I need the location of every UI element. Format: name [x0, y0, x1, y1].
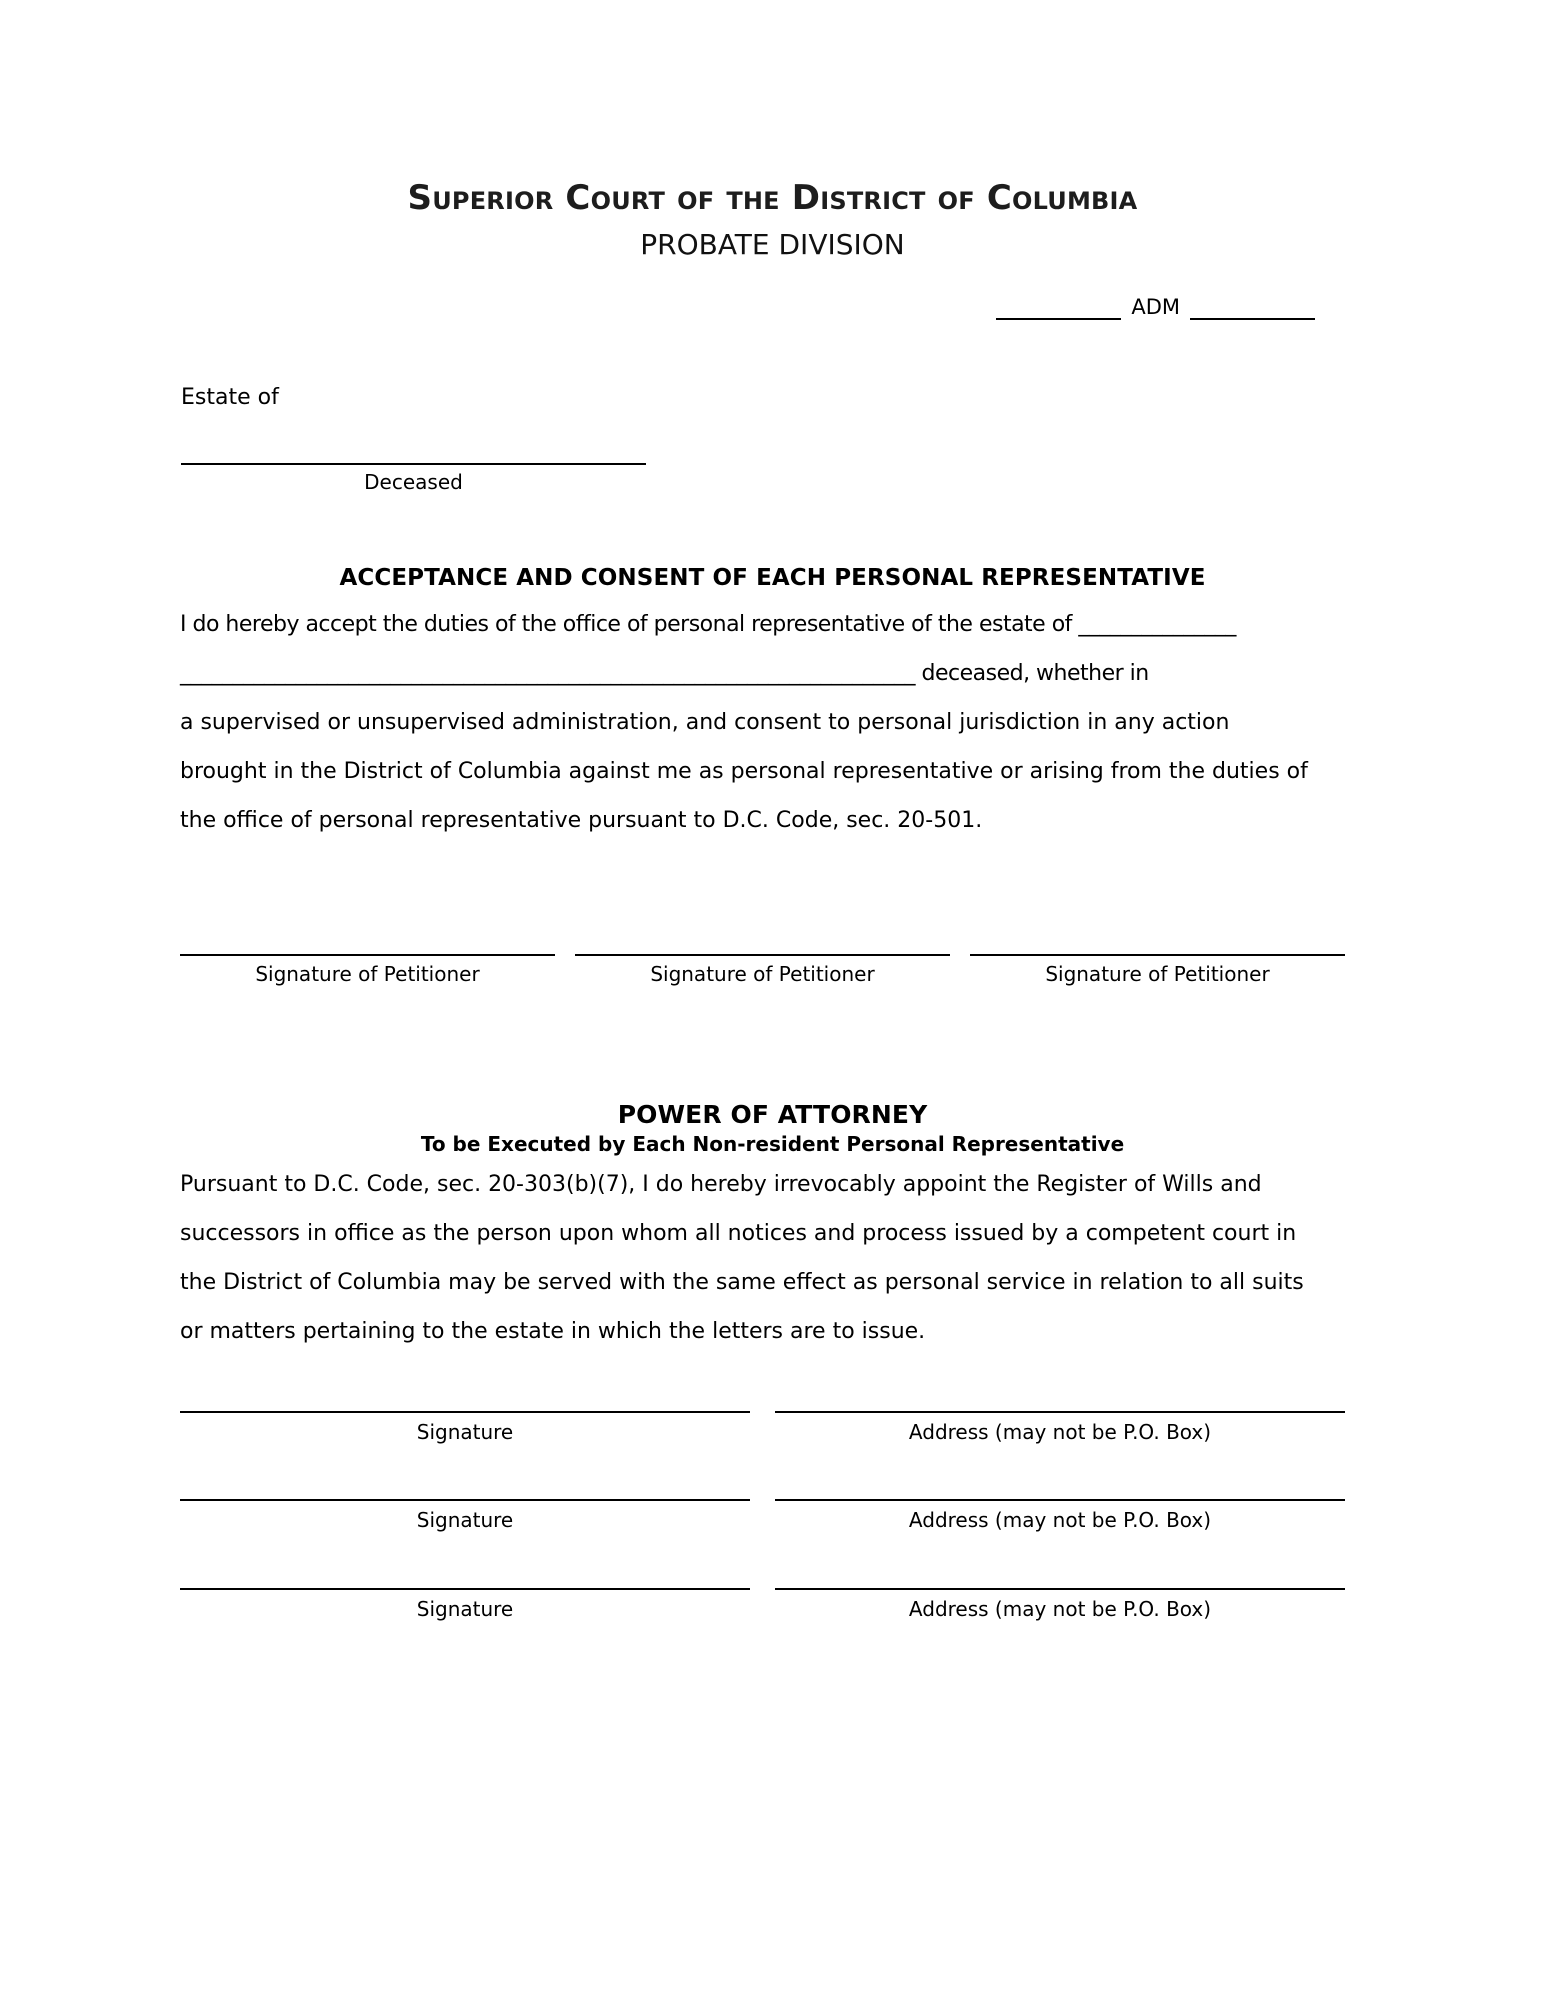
petitioner-signature-caption-2: Signature of Petitioner: [650, 962, 875, 986]
petitioner-signature-caption-1: Signature of Petitioner: [255, 962, 480, 986]
case-number-row: [955, 295, 1315, 320]
signature-field-1[interactable]: [180, 1385, 750, 1413]
power-of-attorney-subheading: To be Executed by Each Non-resident Personal Representative: [420, 1132, 1125, 1156]
signature-caption-1: Signature: [416, 1420, 514, 1444]
petitioner-signature-field-3[interactable]: [970, 930, 1345, 956]
signature-block-1: [180, 1385, 750, 1444]
signature-address-row-1: [180, 1385, 1345, 1444]
acceptance-line-1: I do hereby accept the duties of the office of personal representative of the estate of _______________: [180, 612, 1236, 637]
address-field-3[interactable]: [775, 1562, 1345, 1590]
acceptance-line-5: the office of personal representative pursuant to D.C. Code, sec. 20-501.: [180, 808, 983, 833]
address-caption-1: Address (may not be P.O. Box): [908, 1420, 1212, 1444]
address-block-2: [775, 1473, 1345, 1532]
acceptance-line-2: ______________________________________________________________________ deceased, whether in: [180, 661, 1149, 686]
deceased-caption: Deceased: [364, 470, 463, 494]
case-number-prefix-field[interactable]: [996, 298, 1121, 320]
power-of-attorney-body-text: [180, 1160, 1343, 1356]
case-number-suffix-field[interactable]: [1190, 298, 1315, 320]
power-of-attorney-heading: POWER OF ATTORNEY: [617, 1100, 928, 1129]
signature-caption-3: Signature: [416, 1597, 514, 1621]
petitioner-signature-field-1[interactable]: [180, 930, 555, 956]
petitioner-signature-field-2[interactable]: [575, 930, 950, 956]
address-caption-2: Address (may not be P.O. Box): [908, 1508, 1212, 1532]
signature-block-2: [180, 1473, 750, 1532]
acceptance-body-text: [180, 600, 1343, 845]
address-caption-3: Address (may not be P.O. Box): [908, 1597, 1212, 1621]
division-subtitle: PROBATE DIVISION: [640, 228, 905, 261]
petitioner-signature-block-1: [180, 930, 555, 986]
deceased-name-field[interactable]: [181, 462, 646, 465]
acceptance-line-3: a supervised or unsupervised administration, and consent to personal jurisdiction in any action: [180, 710, 1230, 735]
signature-block-3: [180, 1562, 750, 1621]
petitioner-signature-row: [180, 930, 1345, 986]
poa-line-3: the District of Columbia may be served with the same effect as personal service in relation to all suits: [180, 1270, 1304, 1295]
adm-label: ADM: [1131, 295, 1180, 319]
estate-of-label: Estate of: [181, 385, 279, 410]
signature-address-row-2: [180, 1473, 1345, 1532]
address-block-1: [775, 1385, 1345, 1444]
signature-address-row-3: [180, 1562, 1345, 1621]
poa-line-2: successors in office as the person upon whom all notices and process issued by a competent court in: [180, 1221, 1297, 1246]
poa-line-1: Pursuant to D.C. Code, sec. 20-303(b)(7), I do hereby irrevocably appoint the Register of Wills and: [180, 1172, 1262, 1197]
address-block-3: [775, 1562, 1345, 1621]
acceptance-line-4: brought in the District of Columbia against me as personal representative or arising from the duties of: [180, 759, 1308, 784]
petitioner-signature-block-3: [970, 930, 1345, 986]
poa-line-4: or matters pertaining to the estate in which the letters are to issue.: [180, 1319, 926, 1344]
petitioner-signature-block-2: [575, 930, 950, 986]
petitioner-signature-caption-3: Signature of Petitioner: [1045, 962, 1270, 986]
address-field-1[interactable]: [775, 1385, 1345, 1413]
address-field-2[interactable]: [775, 1473, 1345, 1501]
signature-caption-2: Signature: [416, 1508, 514, 1532]
court-title: Superior Court of the District of Columbia: [407, 178, 1138, 218]
acceptance-section-heading: ACCEPTANCE AND CONSENT OF EACH PERSONAL REPRESENTATIVE: [339, 565, 1206, 591]
signature-field-2[interactable]: [180, 1473, 750, 1501]
signature-field-3[interactable]: [180, 1562, 750, 1590]
